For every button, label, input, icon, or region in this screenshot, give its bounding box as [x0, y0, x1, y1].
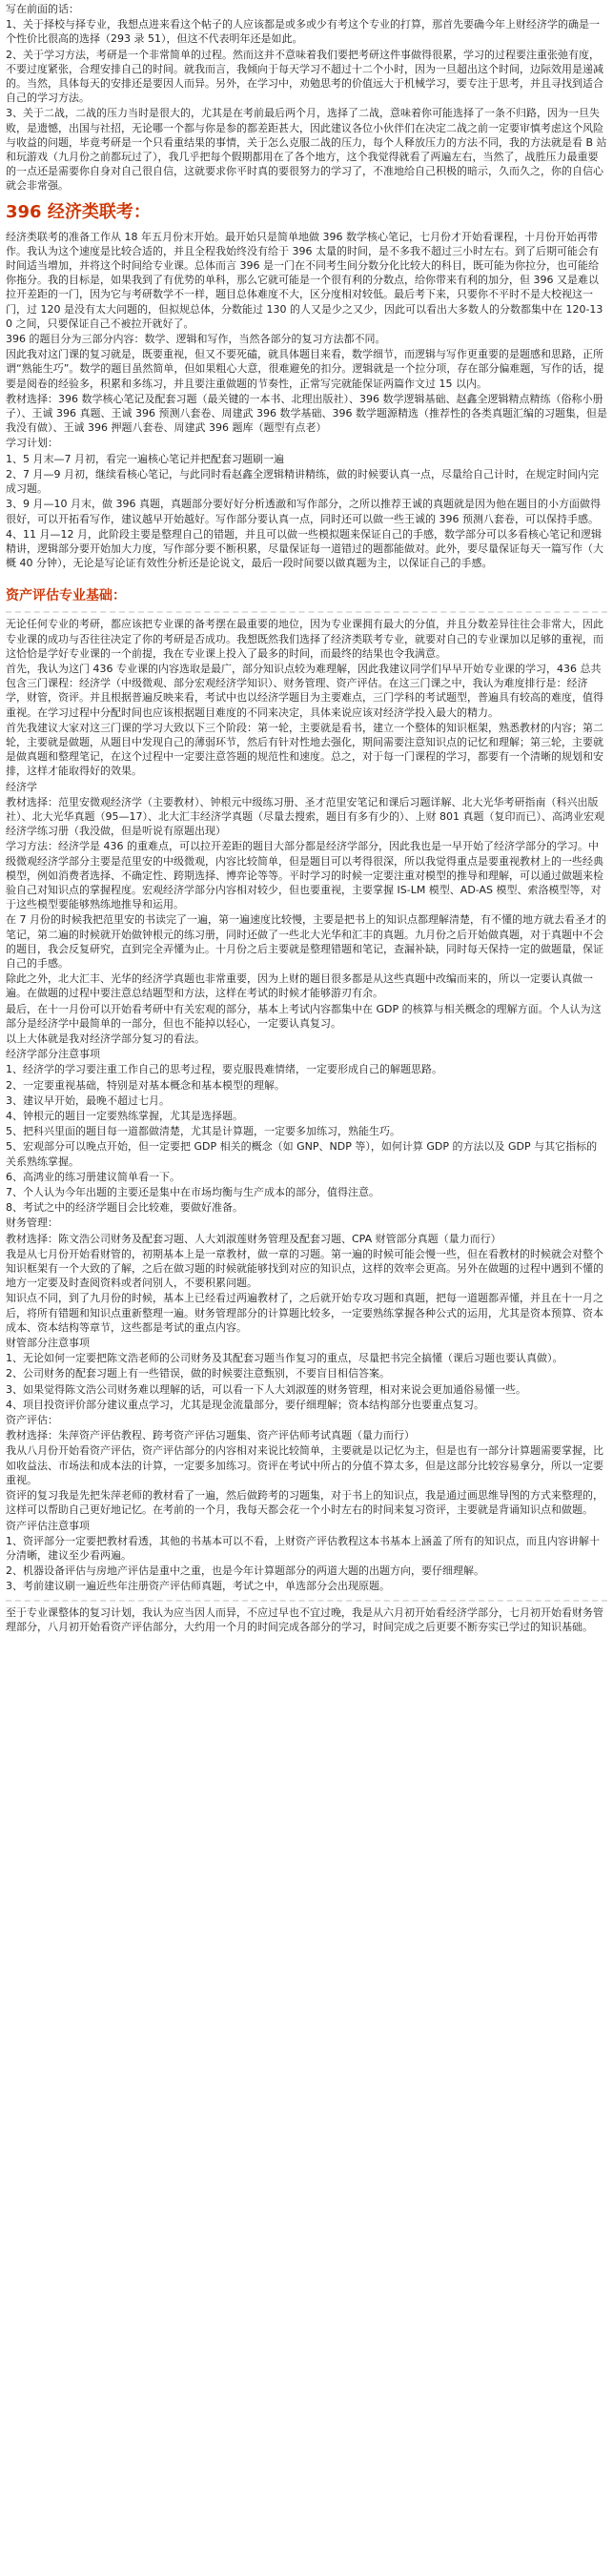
paragraph: 财务管理：: [6, 1216, 58, 1230]
paragraph: 1、经济学的学习要注重工作自己的思考过程，要克服畏难情绪，一定要形成自己的解题思路。: [6, 1063, 442, 1076]
divider: [6, 611, 607, 613]
paragraph: 2、机器设备评估与房地产评估是重中之重，也是今年计算题部分的两道大题的出题方向，要仔细理解。: [6, 1564, 484, 1578]
paragraph: 5、把科兴里面的题目每一道都做清楚，尤其是计算题，一定要多加练习，熟能生巧。: [6, 1125, 400, 1138]
paragraph: 2、一定要重视基础，特别是对基本概念和基本模型的理解。: [6, 1078, 285, 1092]
paragraph: 6、高鸿业的练习册建议简单看一下。: [6, 1170, 180, 1183]
paragraph: 财管部分注意事项: [6, 1337, 90, 1350]
paragraph: 最后，在十一月份可以开始看考研中有关宏观的部分，基本上考试内容都集中在 GDP 的核算与相关概念的理解方面。个人认为这部分是经济学中最简单的一部分，但也不能掉以轻心，一定要认真复习。: [6, 1002, 602, 1030]
paragraph: 3、考前建议刷一遍近些年注册资产评估师真题，考试之中，单选部分会出现原题。: [6, 1580, 390, 1593]
closing-block: [6, 1605, 607, 1634]
paragraph: 首先我建议大家对这三门课的学习大致以下三个阶段：第一轮，主要就是看书，建立一个整体的知识框架，熟悉教材的内容；第二轮，主要就是做题，从题目中发现自己的薄弱环节，然后有针对性地去强化，期间需要注意知识点的记忆和理解；第三轮，主要就是做真题和整理笔记，在这个过程中一定要注意答题的规范性和速度。总之，对于每一门课程的学习，都要有一个清晰的规划和安排，这样才能取得好的效果。: [6, 721, 603, 778]
paragraph: 学习方法：经济学是 436 的重难点，可以拉开差距的题目大部分都是经济学部分，因此我也是一早开始了经济学部分的学习。中级微观经济学部分主要是范里安的中级微观，内容比较简单，但是题目可以考得很深，所以我觉得重点是要重视教材上的一些经典模型，例如消费者选择、不确定性、跨期选择、博弈论等等。平时学习的时候一定要注重对模型的推导和理解，可以通过做题来检验自己对知识点的掌握程度。宏观经济学部分内容相对较少，但也要重视，主要掌握 IS-LM 模型、AD-AS 模型、索洛模型等，对于这些模型要能够熟练地推导和运用。: [6, 840, 603, 911]
paragraph: 3、建议早开始，最晚不超过七月。: [6, 1094, 170, 1107]
paragraph: 教材选择：范里安微观经济学（主要教材）、钟根元中级练习册、圣才范里安笔记和课后习题详解、北大光华考研指南（科兴出版社）、北大光华真题（95—17）、北大汇丰经济学真题（尽量去搜索，题目有多有少的）、上财 801 真题（复印而已）、高鸿业宏观经济学练习册（我没做，但是听说有原题出现）: [6, 795, 604, 838]
paragraph: 4、钟根元的题目一定要熟练掌握，尤其是选择题。: [6, 1110, 243, 1123]
paragraph: 我是从七月份开始看财管的，初期基本上是一章教材，做一章的习题。第一遍的时候可能会慢一些，但在看教材的时候就会对整个知识框架有一个大致的了解，之后在做习题的时候就能够找到对应的知识点，这样的效率会更高。另外在做题的过程中遇到不懂的地方一定要及时查阅资料或者问别人，不要积累问题。: [6, 1247, 603, 1290]
paragraph: 3、9 月—10 月末，做 396 真题，真题部分要好好分析透澈和写作部分，之所以推荐王诚的真题就是因为他在题目的小方面做得很好，可以开拓看写作，建议越早开始越好。写作部分要认真一点，同时还可以做一些王诚的 396 预测八套卷，可以保持手感。: [6, 498, 601, 525]
paragraph: 经济类联考的准备工作从 18 年五月份末开始。最开始只是简单地做 396 数学核心笔记，七月份才开始看课程，十月份开始再带作。我认为这个速度是比较合适的，并且全程我始终没有给于 396 太量的时间，是不多我不超过三小时左右。到了后期可能会有时间适当增加，并将这个时间给专业课。总体而言 396 是一门在不同考生间分数分化比较大的科目，既可能为你拉分，也可能给你拖分。我的目标是，如果我到了有优势的单科，那么它就可能是一个很有利的分数点，给你带来有利的加分，但 396 又是难以拉开差距的一门，因为它与考研数学不一样，题目总体难度不大，区分度相对较低。最后考下来，只要你不平时不是大校视这一门，过 120 是没有太大问题的，但拟规总体，分数能过 130 的人又是少之又少，因此可以看出大多数人的分数都集中在 120-130 之间，只要保证自己不被拉开就好了。: [6, 230, 603, 330]
paragraph: 396 的题目分为三部分内容：数学、逻辑和写作，当然各部分的复习方法都不同。: [6, 333, 386, 346]
intro-paragraph: 1、关于择校与择专业，我想点进来看这个帖子的人应该都是或多或少有考这个专业的打算，那首先要确今年上财经济学的确是一个性价比很高的选择（293 录 51），但这不代表明年还是如此。: [6, 18, 600, 46]
paragraph: 2、7 月—9 月初，继续看核心笔记，与此同时看赵鑫全逻辑精讲精练，做的时候要认真一点，尽量给自己计时，在规定时间内完成习题。: [6, 467, 599, 496]
intro-block: [6, 2, 607, 194]
intro-paragraph: 3、关于二战，二战的压力当时是很大的，尤其是在考前最后两个月，选择了二战，意味着你可能选择了一条不归路，因为一旦失败，是遗憾，出国与社招，无论哪一个都与你是参的都差距甚大，因此建议各位小伙伴们在决定二战之前一定要审慎考虑这个风险与收益的问题，毕竟考研是一个只看重结果的事情，关于怎么克服二战的压力，每个人释放压力的方法不同，我的方法就是看 B 站和玩游戏（九月份之前都玩过了），我几乎把每个假期都用在了各个地方，这个我觉得就看了两遍左右，当然了，战胜压力最重要的一点还是需要你自身对自己很自信，这就要求你平时真的要很努力的学习了，不准地给自己积极的暗示，久而久之，你的自信心就会非常强。: [6, 107, 607, 193]
paragraph: 2、公司财务的配套习题上有一些错误，做的时候要注意甄别，不要盲目相信答案。: [6, 1367, 390, 1380]
paragraph: 资产评估：: [6, 1414, 58, 1427]
paragraph: 以上大体就是我对经济学部分复习的看法。: [6, 1032, 205, 1045]
paragraph: 教材选择：朱萍资产评估教程、跨考资产评估习题集、资产评估师考试真题（量力而行）: [6, 1429, 415, 1442]
paragraph: 因此我对这门课的复习就是，既要重视，但又不要死磕，就具体题目来看，数学细节，而逻辑与写作更重要的是题感和思路，正所谓“熟能生巧”。数学的题目虽然简单，但如果粗心大意，很难避免的扣分。逻辑就是一个拉分项，存在部分偏难题，写作的话，提要是阅卷的经验多，积累和多练习，并且要注重做题的节奏性，正常写完就能保证两篇作文过 15 以内。: [6, 348, 604, 390]
closing-paragraph: 至于专业课整体的复习计划，我认为应当因人而异，不应过早也不宜过晚，我是从六月初开始看经济学部分，七月初开始看财务管理部分，八月初开始看资产评估部分，大约用一个月的时间完成各部分的学习，时间完成之后更要不断夯实已学过的知识基础。: [6, 1605, 603, 1633]
spacer: [6, 571, 607, 579]
paragraph: 4、项目投资评价部分建议重点学习，尤其是现金流量部分，要仔细理解；资本结构部分也要重点复习。: [6, 1398, 484, 1411]
paragraph: 1、资评部分一定要把教材看透，其他的书基本可以不看，上财资产评估教程这本书基本上涵盖了所有的知识点，而且内容讲解十分清晰，建议至少看两遍。: [6, 1534, 600, 1562]
paragraph: 首先，我认为这门 436 专业课的内容选取是最广，部分知识点较为难理解，因此我建议同学们早早开始专业课的学习，436 总共包含三门课程：经济学（中级微观、部分宏观经济学知识）、财务管理、资产评估。在这三门课之中，我认为难度排行是：经济学，财管，资评。并且根据普遍反映来看，考试中也以经济学题目为主要难点，三门学科的考试题型，普遍具有较高的难度，值得重视。在学习过程中分配时间也应该根据题目难度的不同来决定，具体来说应该对经济学投入最大的精力。: [6, 662, 603, 719]
paragraph: 学习计划：: [6, 437, 58, 450]
paragraph: 8、考试之中的经济学题目会比较难，要做好准备。: [6, 1201, 243, 1215]
paragraph: 经济学: [6, 780, 37, 793]
paragraph: 1、5 月末—7 月初，看完一遍核心笔记并把配套习题刷一遍: [6, 452, 284, 465]
paragraph: 除此之外，北大汇丰、光华的经济学真题也非常重要，因为上财的题目很多都是从这些真题中改编而来的，所以一定要认真做一遍。在做题的过程中要注意总结题型和方法，这样在考试的时候才能够游刃有余。: [6, 972, 593, 1000]
intro-heading: 写在前面的话：: [6, 3, 79, 15]
intro-paragraph: 2、关于学习方法，考研是一个非常简单的过程。然而这并不意味着我们要把考研这件事做得很累，学习的过程要注重张弛有度，不要过度紧张，合理安排自己的时间。就我而言，我倾向于每天学习不超过十二个小时，因为一旦超出这个时间，边际效用是递减的。当然，具体每天的安排还是要因人而异。另外，在学习中，劝勉思考的价值远大于机械学习，要专注于思考，并且寻找到适合自己的学习方法。: [6, 48, 603, 105]
paragraph: 4、11 月—12 月，此阶段主要是整理自己的错题，并且可以做一些模拟题来保证自己的手感，数学部分可以多看核心笔记和逻辑精讲，逻辑部分要开始加大力度，写作部分要不断积累，尽量保证每一道错过的题都能做对。此外，要尽量保证每天一篇写作（大概 40 分钟），无论是写论证有效性分析还是论说文，最后一段时间要以做真题为主，以保证自己的手感。: [6, 527, 603, 570]
paragraph: 无论任何专业的考研，都应该把专业课的备考摆在最重要的地位，因为专业课拥有最大的分值，并且分数差异往往会非常大，因此专业课的成功与否往往决定了你的考研是否成功。我想既然我们选择了经济类联考专业，就要对自己的专业课加以足够的重视，而这恰恰是学好专业课的一个前提，我在专业课上投入了最多的时间，而最终的结果也令我满意。: [6, 618, 603, 660]
paragraph: 我从八月份开始看资产评估，资产评估部分的内容相对来说比较简单，主要就是以记忆为主，但是也有一部分计算题需要掌握，比如收益法、市场法和成本法的计算，一定要多加练习。资评在考试中所占的分值不算太多，但是这部分比较容易拿分，所以一定要重视。: [6, 1444, 603, 1486]
divider: [6, 1600, 607, 1602]
section-title-396: 396 经济类联考：: [6, 201, 151, 222]
paragraph: 知识点不同，到了九月份的时候，基本上已经看过两遍教材了，之后就开始专攻习题和真题，把每一道题都弄懂，并且在十一月之后，将所有错题和知识点重新整理一遍。财务管理部分的计算题比较多，一定要熟练掌握各种公式的运用，尤其是资本预算、资本成本、资本结构等章节，这些都是考试的重点内容。: [6, 1292, 603, 1334]
paragraph: 资产评估注意事项: [6, 1519, 90, 1532]
paragraph: 7、个人认为今年出题的主要还是集中在市场均衡与生产成本的部分，值得注意。: [6, 1186, 379, 1199]
paragraph: 在 7 月份的时候我把范里安的书读完了一遍，第一遍速度比较慢，主要是把书上的知识点都理解清楚，有不懂的地方就去看圣才的笔记，第二遍的时候就开始做钟根元的练习册，同时还做了一些北大光华和汇丰的真题。九月份之后开始做真题，对于真题中不会的题目，我会反复研究，直到完全弄懂为止。十月份之后主要就是整理错题和笔记，查漏补缺，同时每天保持一定的做题量，保证自己的手感。: [6, 913, 606, 970]
section-asset-eval-body: [6, 617, 607, 1593]
paragraph: 教材选择：陈文浩公司财务及配套习题、人大刘淑莲财务管理及配套习题、CPA 财管部分真题（量力而行）: [6, 1232, 501, 1245]
section-396-body: [6, 230, 607, 571]
paragraph: 3、如果觉得陈文浩公司财务难以理解的话，可以看一下人大刘淑莲的财务管理，相对来说会更加通俗易懂一些。: [6, 1382, 526, 1396]
paragraph: 教材选择：396 数学核心笔记及配套习题（最关键的一本书、北理出版社）、396 数学逻辑基础、赵鑫全逻辑精点精练（俗称小册子）、王诚 396 真题、王诚 396 预测八套卷、周建武 396 数学基础、396 数学题源精选（推荐性的各类真题汇编的习题集，但是我没有做）、王诚 396 押题八套卷、周建武 396 题库（题型有点老）: [6, 392, 607, 435]
section-title-asset-eval: 资产评估专业基础：: [6, 588, 126, 604]
paragraph: 经济学部分注意事项: [6, 1048, 100, 1061]
paragraph: 资评的复习我是先把朱萍老师的教材看了一遍，然后做跨考的习题集，对于书上的知识点，我是通过画思维导图的方式来整理的，这样可以帮助自己更好地记忆。在考前的一个月，我每天都会花一个小时左右的时间来复习资评，主要就是背诵知识点和做题。: [6, 1489, 603, 1517]
paragraph: 1、无论如何一定要把陈文浩老师的公司财务及其配套习题当作复习的重点，尽量把书完全搞懂（课后习题也要认真做）。: [6, 1352, 563, 1365]
paragraph: 5、宏观部分可以晚点开始，但一定要把 GDP 相关的概念（如 GNP、NDP 等），如何计算 GDP 的方法以及 GDP 与其它指标的关系熟练掌握。: [6, 1140, 598, 1168]
